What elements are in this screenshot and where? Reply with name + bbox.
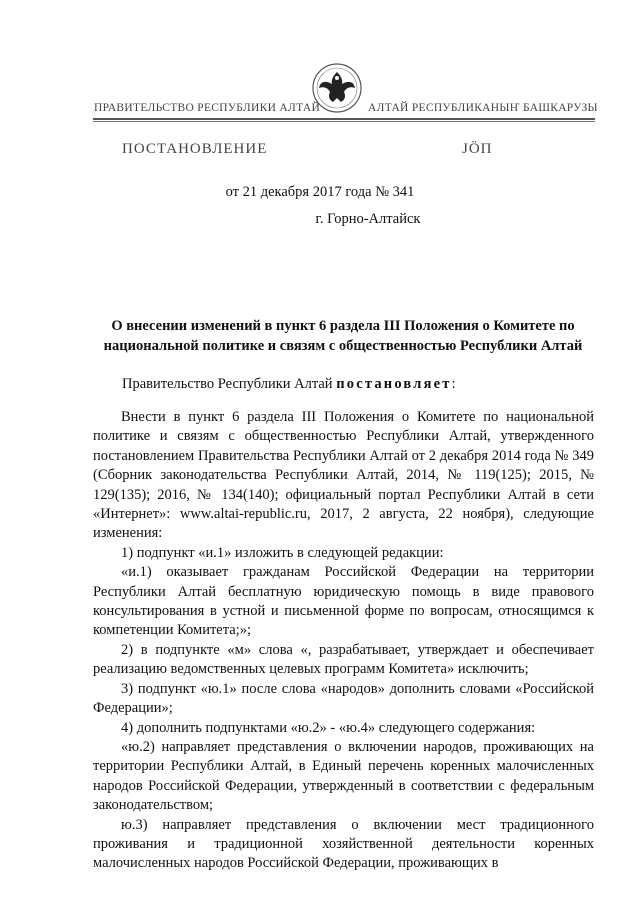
- document-body: [93, 408, 594, 874]
- paragraph: 3) подпункт «ю.1» после слова «народов» дополнить словами «Российской Федерации»;: [93, 680, 594, 717]
- paragraph: 4) дополнить подпунктами «ю.2» - «ю.4» следующего содержания:: [121, 719, 536, 736]
- doc-type-alt: ЈÖП: [462, 141, 493, 157]
- doc-type-ru: ПОСТАНОВЛЕНИЕ: [122, 141, 268, 157]
- header-divider: [93, 118, 595, 120]
- header-government-name-ru: ПРАВИТЕЛЬСТВО РЕСПУБЛИКИ АЛТАЙ: [94, 102, 321, 114]
- header-divider-thin: [93, 121, 595, 122]
- paragraph: Внести в пункт 6 раздела III Положения о Комитете по национальной политике и связям с общественностью Республики Алтай, утвержденного постановлением Правительства Республики Алтай от 2 декабря 2014 года № 349 (Сборник законодательства Республики Алтай, 2014, № 119(125); 2015, № 129(135); 2016, № 134(140); официальный портал Республики Алтай в сети «Интернет»: www.altai-republic.ru, 2017, 2 августа, 22 ноября), следующие изменения:: [93, 409, 594, 542]
- document-date: от 21 декабря 2017 года № 341: [225, 184, 415, 200]
- intro-suffix: :: [451, 376, 456, 392]
- paragraph: 1) подпункт «и.1» изложить в следующей редакции:: [121, 544, 444, 561]
- paragraph: «ю.2) направляет представления о включении народов, проживающих на территории Республики Алтай, в Единый перечень коренных малочисленных народов Российской Федерации, утвержденный в соответствии с федеральным законодательством;: [93, 738, 594, 814]
- intro-keyword: постановляет: [336, 376, 452, 392]
- paragraph: «и.1) оказывает гражданам Российской Федерации на территории Республики Алтай бесплатную юридическую помощь в виде правового консультирования в устной и письменной форме по вопросам, относящимся к компетенции Комитета;»;: [93, 564, 594, 639]
- intro-line: [122, 376, 456, 393]
- intro-prefix: Правительство Республики Алтай: [122, 376, 337, 392]
- paragraph: ю.3) направляет представления о включении мест традиционного проживания и традиционной хозяйственной деятельности коренных малочисленных народов Российской Федерации, проживающих в: [93, 816, 594, 872]
- header-government-name-alt: АЛТАЙ РЕСПУБЛИКАНЫҤ БАШКАРУЗЫ: [368, 102, 598, 114]
- paragraph: 2) в подпункте «м» слова «, разрабатывает, утверждает и обеспечивает реализацию ведомственных целевых программ Комитета» исключить;: [93, 641, 594, 678]
- document-city: г. Горно-Алтайск: [315, 211, 421, 227]
- document-title: О внесении изменений в пункт 6 раздела III Положения о Комитете по национальной политике и связям с общественностью Республики Алтай: [103, 318, 583, 354]
